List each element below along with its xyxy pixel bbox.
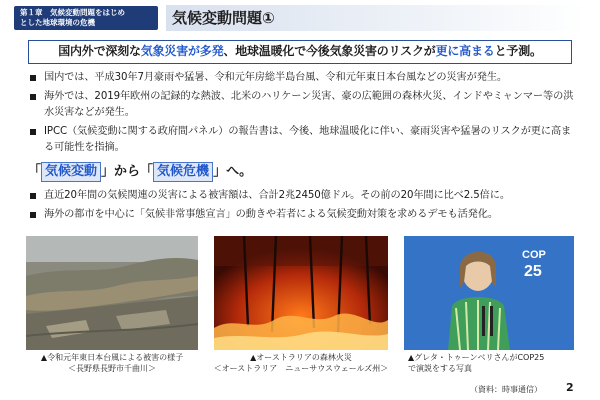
bullet-square-icon xyxy=(30,129,36,135)
bullet-square-icon xyxy=(30,212,36,218)
bullet-text: 直近20年間の気候関連の災害による被害額は、合計2兆2450億ドル。その前の20年間に比べ2.5倍に。 xyxy=(44,190,510,201)
section-connector: 」から「 xyxy=(101,164,154,179)
caption-line: で演説をする写真 xyxy=(408,364,472,373)
greta-photo xyxy=(404,236,574,350)
headline-text-1: 国内外で深刻な xyxy=(58,44,141,58)
bullet-item xyxy=(28,207,576,223)
greta-photo-caption xyxy=(398,352,580,374)
bullet-text: 国内では、平成30年7月豪雨や猛暑、令和元年房総半島台風、令和元年東日本台風などの災害が発生。 xyxy=(44,72,507,83)
bullet-square-icon xyxy=(30,193,36,199)
caption-line: ＜オーストラリア ニューサウスウェールズ州＞ xyxy=(213,364,389,373)
chapter-label-line1: 第１章 気候変動問題をはじめ xyxy=(20,8,125,17)
caption-line: ▲グレタ・トゥーンベリさんがCOP25 xyxy=(408,353,545,362)
bullet-item xyxy=(28,70,576,86)
page-header xyxy=(0,0,600,34)
section-term-climate-crisis: 気候危機 xyxy=(153,162,213,182)
bullet-square-icon xyxy=(30,94,36,100)
disaster-bullet-list xyxy=(28,70,576,159)
caption-line: ▲オーストラリアの森林火災 xyxy=(250,353,352,362)
bullet-text: IPCC（気候変動に関する政府間パネル）の報告書は、今後、地球温暖化に伴い、豪雨災害や猛暑のリスクが更に高まる可能性を指摘。 xyxy=(44,126,572,153)
section-end: 」へ。 xyxy=(213,164,253,179)
bullet-square-icon xyxy=(30,75,36,81)
caption-line: ＜長野県長野市千曲川＞ xyxy=(68,364,156,373)
forest-fire-photo xyxy=(214,236,388,350)
headline-box xyxy=(28,40,572,64)
caption-line: ▲令和元年東日本台風による被害の様子 xyxy=(40,353,184,362)
headline-highlight-1: 気象災害が多発 xyxy=(140,44,224,58)
section-heading xyxy=(28,162,252,182)
forest-fire-caption xyxy=(210,352,392,374)
bullet-item xyxy=(28,188,576,204)
crisis-bullet-list xyxy=(28,188,576,226)
flood-photo xyxy=(26,236,198,350)
chapter-badge xyxy=(14,6,158,30)
flood-photo-caption xyxy=(22,352,202,374)
headline-text-2: 、地球温暖化で今後気象災害のリスクが xyxy=(223,44,436,58)
cop-sign-text: COP xyxy=(522,249,546,261)
page-title: 気候変動問題① xyxy=(166,5,586,31)
bullet-item xyxy=(28,124,576,156)
headline-highlight-2: 更に高まる xyxy=(435,44,495,58)
chapter-label-line2: とした地球環境の危機 xyxy=(20,18,95,27)
source-credit: （資料：時事通信） xyxy=(470,385,542,394)
bullet-text: 海外の都市を中心に「気候非常事態宣言」の動きや若者による気候変動対策を求めるデモも活発化。 xyxy=(44,209,498,220)
cop-sign-number: 25 xyxy=(524,263,542,280)
bullet-text: 海外では、2019年欧州の記録的な熱波、北米のハリケーン災害、豪の広範囲の森林火災、インドやミャンマー等の洪水災害などが発生。 xyxy=(44,91,574,118)
page-number: 2 xyxy=(566,381,574,394)
headline-text-3: と予測。 xyxy=(494,44,542,58)
section-term-climate-change: 気候変動 xyxy=(41,162,101,182)
bullet-item xyxy=(28,89,576,121)
section-bracket: 「 xyxy=(28,164,42,179)
